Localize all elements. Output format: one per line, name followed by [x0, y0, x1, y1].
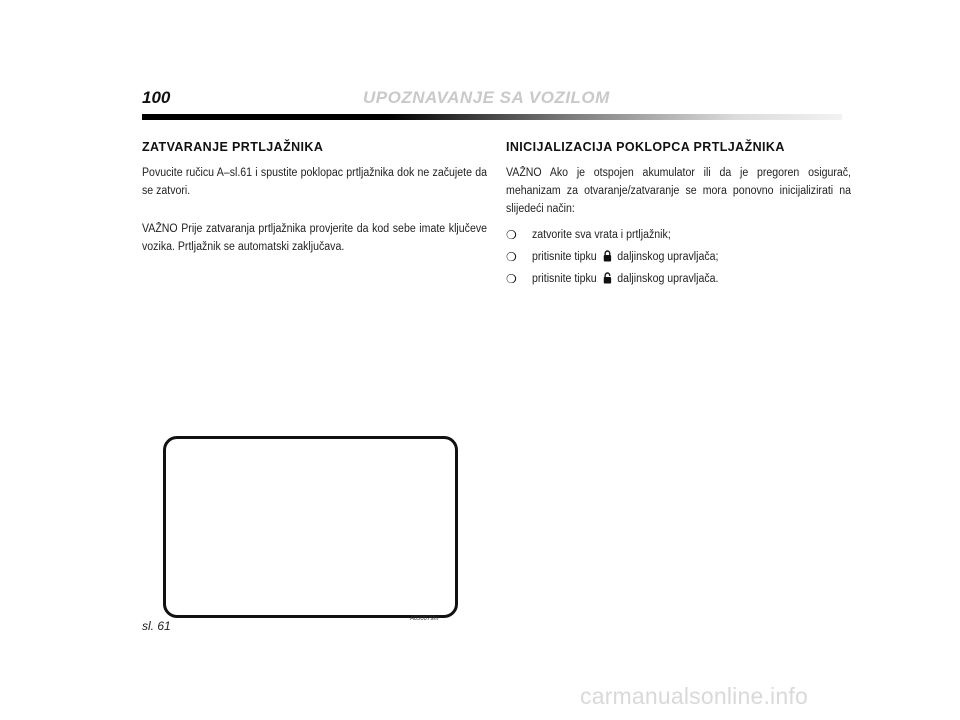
bullet-icon: ❍ [506, 250, 517, 264]
figure-caption: sl. 61 [142, 619, 171, 633]
watermark: carmanualsonline.info [580, 683, 808, 709]
step-text-before: pritisnite tipku [532, 273, 597, 285]
step-text-after: daljinskog upravljača. [617, 273, 719, 285]
step-item [506, 268, 851, 290]
steps-list [506, 224, 851, 290]
step-text: zatvorite sva vrata i prtljažnik; [532, 229, 671, 241]
right-column [506, 140, 851, 290]
lock-closed-icon [602, 248, 611, 270]
figure-frame [163, 436, 458, 618]
bullet-icon: ❍ [506, 272, 517, 286]
section-title-closing: ZATVARANJE PRTLJAŽNIKA [142, 140, 324, 154]
lock-open-icon [602, 270, 611, 292]
header-title: UPOZNAVANJE SA VOZILOM [363, 88, 610, 107]
closing-warning: VAŽNO Prije zatvaranja prtljažnika provjerite da kod sebe imate ključeve vozika. Prtljažnik se automatski zaključava. [142, 223, 487, 253]
figure-code: A0J0079m [410, 616, 439, 622]
step-item [506, 224, 851, 246]
section-title-initialization: INICIJALIZACIJA POKLOPCA PRTLJAŽNIKA [506, 140, 785, 154]
step-item [506, 246, 851, 268]
page-number: 100 [142, 88, 171, 107]
bullet-icon: ❍ [506, 228, 517, 242]
closing-instructions: Povucite ručicu A–sl.61 i spustite poklopac prtljažnika dok ne začujete da se zatvori. [142, 167, 487, 197]
header-rule [142, 114, 842, 120]
step-text-after: daljinskog upravljača; [617, 251, 719, 263]
step-text-before: pritisnite tipku [532, 251, 597, 263]
initialization-intro: VAŽNO Ako je otspojen akumulator ili da je pregoren osigurač, mehanizam za otvaranje/zatvaranje se mora ponovno inicijalizirati na slijedeći način: [506, 167, 851, 215]
left-column [142, 140, 487, 256]
